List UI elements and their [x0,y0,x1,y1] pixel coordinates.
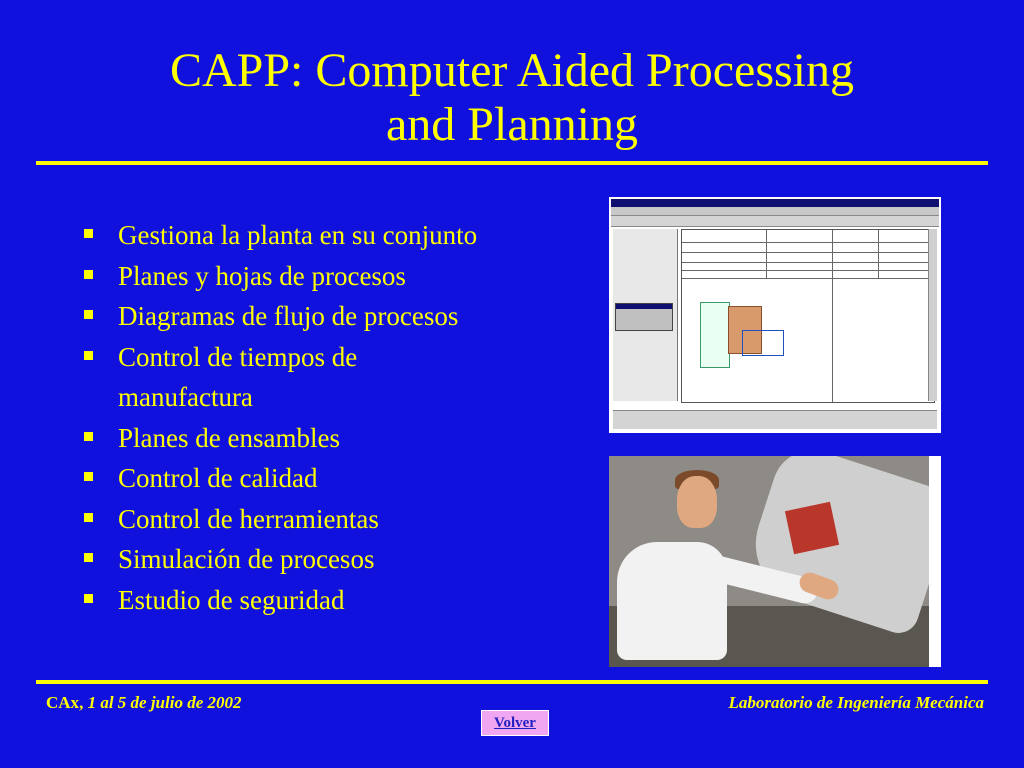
screenshot-process-sheet [681,229,935,403]
simulation-red-part [785,502,839,555]
bullet-text: Planes de ensambles [118,422,340,453]
footer-divider [36,680,988,684]
worker-assembly-simulation [609,456,941,667]
square-bullet-icon [84,472,93,481]
screenshot-menubar [611,207,939,216]
back-button[interactable]: Volver [481,710,549,736]
slide-title [0,44,1024,152]
square-bullet-icon [84,553,93,562]
drawing-part-detail [742,330,784,356]
bullet-text: Estudio de seguridad [118,584,345,615]
bullet-item [82,256,582,297]
title-line-2: and Planning [386,98,638,151]
capp-software-screenshot [609,197,941,433]
simulation-worker-head [677,476,717,528]
square-bullet-icon [84,270,93,279]
bullet-item [82,499,582,540]
square-bullet-icon [84,351,93,360]
bullet-text: Control de calidad [118,463,318,493]
screenshot-tool-palette [615,303,673,331]
screenshot-toolbar [611,216,939,227]
square-bullet-icon [84,513,93,522]
bullet-text: Planes y hojas de procesos [118,260,406,291]
footer-event-date: 1 al 5 de julio de 2002 [87,693,242,712]
bullet-item [82,418,582,459]
square-bullet-icon [84,594,93,603]
bullet-text: Control de herramientas [118,503,379,534]
drawing-part-outline [700,302,730,368]
bullet-text: Gestiona la planta en su conjunto [118,220,478,250]
bullet-item [82,458,582,499]
screenshot-scrollbar [928,229,937,401]
footer-event [46,693,242,713]
bullet-list [82,215,582,620]
screenshot-statusbar [613,410,937,429]
title-divider [36,161,988,165]
square-bullet-icon [84,310,93,319]
bullet-text: Control de tiempos de manufactura [118,341,358,412]
footer-event-name: CAx [46,693,80,712]
square-bullet-icon [84,432,93,441]
footer-lab-name: Laboratorio de Ingeniería Mecánica [728,693,984,712]
bullet-item [82,337,448,418]
square-bullet-icon [84,229,93,238]
bullet-item [82,580,582,621]
bullet-text: Simulación de procesos [118,544,375,574]
footer-separator: , [79,693,88,712]
bullet-item [82,539,582,580]
bullet-item [82,296,582,337]
title-line-1: CAPP: Computer Aided Processing [169,44,855,97]
bullet-text: Diagramas de flujo de procesos [118,301,459,331]
bullet-item [82,215,582,256]
screenshot-titlebar [611,199,939,207]
